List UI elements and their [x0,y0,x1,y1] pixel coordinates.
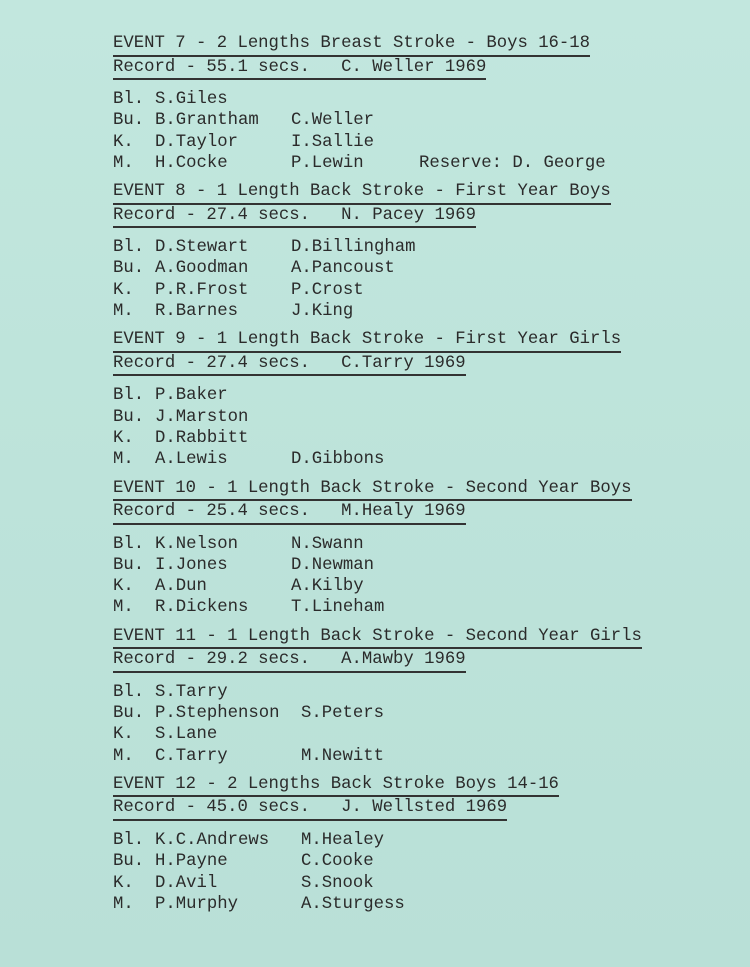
swimmer-name: K.Nelson [155,534,238,554]
house-code: Bu. [113,111,145,131]
event-title: EVENT 9 - 1 Length Back Stroke - First Year Girls [113,329,621,353]
entry-row [113,385,713,406]
event-title: EVENT 10 - 1 Length Back Stroke - Second Year Boys [113,478,632,502]
swimmer-name: P.Lewin [291,153,364,173]
event-record: Record - 27.4 secs. C.Tarry 1969 [113,353,466,377]
entry-row [113,851,713,872]
swimmer-name: S.Giles [155,90,228,109]
swimmer-name: A.Lewis [155,450,228,470]
house-code: Bl. [113,238,145,258]
event-title: EVENT 11 - 1 Length Back Stroke - Second Year Girls [113,626,642,650]
entry-row [113,258,713,279]
swimmer-name: S.Tarry [155,682,228,702]
event-record: Record - 45.0 secs. J. Wellsted 1969 [113,797,507,821]
house-code: Bl. [113,534,145,554]
swimmer-name: P.Stephenson [155,704,280,724]
swimmer-name: T.Lineham [291,598,385,618]
event-11 [113,626,713,767]
house-code: K. [113,873,134,893]
house-code: Bu. [113,704,145,724]
entry-row [113,830,713,851]
swimmer-name: J.King [291,302,354,322]
entry-row [113,597,713,618]
entry-row [113,449,713,470]
swimmer-name: N.Swann [291,534,364,554]
entry-row [113,132,713,153]
entry-row [113,301,713,322]
swimmer-name: K.C.Andrews [155,830,270,850]
house-code: M. [113,746,134,766]
entry-row [113,746,713,767]
event-12 [113,774,713,915]
entry-row [113,237,713,258]
house-code: M. [113,894,134,914]
entry-row [113,428,713,449]
house-code: Bl. [113,386,145,406]
entry-list [113,682,713,767]
swimmer-name: P.R.Frost [155,280,249,300]
entry-list [113,830,713,915]
house-code: M. [113,302,134,322]
entry-row [113,407,713,428]
entry-list [113,534,713,619]
swimmer-name: A.Pancoust [291,259,395,279]
event-record: Record - 25.4 secs. M.Healy 1969 [113,501,466,525]
event-title: EVENT 8 - 1 Length Back Stroke - First Year Boys [113,181,611,205]
house-code: K. [113,280,134,300]
swimmer-name: A.Kilby [291,577,364,597]
event-7 [113,33,713,174]
house-code: K. [113,577,134,597]
swimmer-name: H.Payne [155,852,228,872]
event-8 [113,181,713,322]
house-code: Bu. [113,407,145,427]
event-9 [113,329,713,470]
entry-row [113,89,713,110]
house-code: K. [113,132,134,152]
entry-row [113,576,713,597]
entry-row [113,703,713,724]
entry-row [113,894,713,915]
entry-row [113,682,713,703]
swimmer-name: D.Newman [291,555,374,575]
swimmer-name: D.Stewart [155,238,249,258]
swimmer-name: H.Cocke [155,153,228,173]
swimmer-name: P.Crost [291,280,364,300]
entry-row [113,534,713,555]
house-code: M. [113,450,134,470]
event-title: EVENT 12 - 2 Lengths Back Stroke Boys 14-16 [113,774,559,798]
house-code: Bl. [113,830,145,850]
swimmer-name: D.Billingham [291,238,416,258]
swimmer-name: P.Baker [155,386,228,406]
swimmer-name: B.Grantham [155,111,259,131]
house-code: K. [113,428,134,448]
swimmer-name: M.Newitt [301,746,384,766]
event-10 [113,478,713,619]
event-title: EVENT 7 - 2 Lengths Breast Stroke - Boys 16-18 [113,33,590,57]
entry-list [113,385,713,470]
house-code: Bl. [113,682,145,702]
swimmer-name: D.Gibbons [291,450,385,470]
swimmer-name: S.Snook [301,873,374,893]
entry-row [113,280,713,301]
swimmer-name: S.Lane [155,725,218,745]
event-record: Record - 27.4 secs. N. Pacey 1969 [113,205,476,229]
swimmer-name: A.Sturgess [301,894,405,914]
swimmer-name: J.Marston [155,407,249,427]
event-record: Record - 55.1 secs. C. Weller 1969 [113,57,486,81]
swimmer-name: A.Goodman [155,259,249,279]
swimmer-name: D.Taylor [155,132,238,152]
entry-row [113,153,713,174]
reserve-note: Reserve: D. George [419,153,606,173]
house-code: M. [113,153,134,173]
house-code: Bu. [113,555,145,575]
swimmer-name: C.Tarry [155,746,228,766]
swimmer-name: D.Rabbitt [155,428,249,448]
swimmer-name: R.Barnes [155,302,238,322]
house-code: K. [113,725,134,745]
entry-list [113,237,713,322]
swimming-gala-entries [113,33,713,915]
entry-row [113,873,713,894]
swimmer-name: P.Murphy [155,894,238,914]
entry-list [113,89,713,174]
swimmer-name: R.Dickens [155,598,249,618]
house-code: Bu. [113,259,145,279]
swimmer-name: I.Jones [155,555,228,575]
swimmer-name: M.Healey [301,830,384,850]
swimmer-name: C.Cooke [301,852,374,872]
swimmer-name: D.Avil [155,873,218,893]
swimmer-name: I.Sallie [291,132,374,152]
entry-row [113,110,713,131]
event-record: Record - 29.2 secs. A.Mawby 1969 [113,649,466,673]
house-code: M. [113,598,134,618]
house-code: Bl. [113,90,145,109]
entry-row [113,555,713,576]
entry-row [113,724,713,745]
house-code: Bu. [113,852,145,872]
swimmer-name: A.Dun [155,577,207,597]
swimmer-name: S.Peters [301,704,384,724]
swimmer-name: C.Weller [291,111,374,131]
